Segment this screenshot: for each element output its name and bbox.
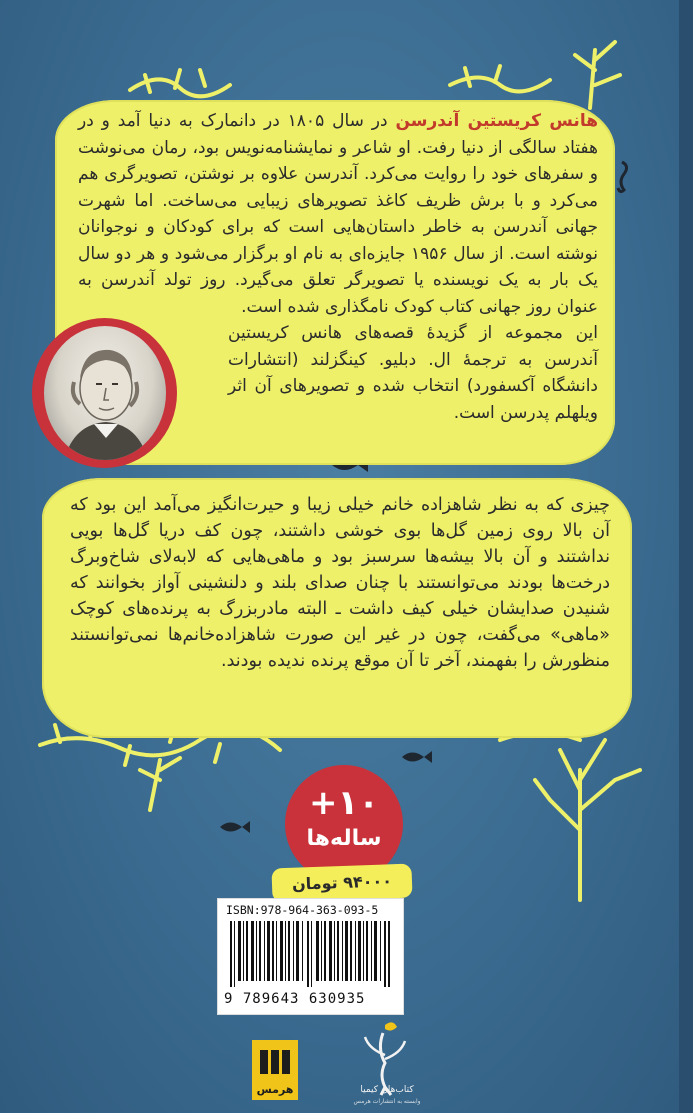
excerpt-text: چیزی که به نظر شاهزاده خانم خیلی زیبا و حیرت‌انگیز می‌آمد این بود که آن بالا روی زمین گل‌ها بوی خوشی داشتند، چون کف دریا گل‌ها بویی نداشتند و آن بالا بیشه‌ها سرسبز بود و ماهی‌هایی که لابه‌لای شاخ‌وبرگ درخت‌ها بودند می‌توانستند با چنان صدای بلند و دلنشینی آواز بخوانند که شنیدن صدایشان خیلی کیف داشت ـ البته مادربزرگ به پرنده‌های کوچک «ماهی» می‌گفت، چون در غیر این صورت شاهزاده‌خانم‌ها نمی‌توانستند منظورش را بفهمند، آخر تا آن موقع پرنده ندیده بودند. [70,495,610,671]
price-tag: ۹۴۰۰۰ تومان [271,864,412,903]
coral-decoration-top [120,30,640,110]
kimia-logo-text [347,1085,427,1107]
fish-icon [218,818,252,836]
barcode-bars [230,921,390,987]
author-name: هانس کریستین آندرسن [395,111,598,131]
bio-paragraph-2: این مجموعه از گزیدهٔ قصه‌های هانس کریستین آندرسن به ترجمهٔ ال. دبلیو. کینگزلند (انتشارات دانشگاه آکسفورد) انتخاب شده و تصویرهای آن اثر ویلهلم پدرسن است. [228,323,598,423]
barcode-number: 9 789643 630935 [224,991,366,1007]
kimia-imprint-name: کتاب‌های کیمیا [360,1085,414,1095]
hermes-logo-text: هرمس [256,1083,294,1096]
age-badge-label: ساله‌ها [306,826,382,851]
author-portrait [44,326,166,460]
bio-paragraph-1: در سال ۱۸۰۵ در دانمارک به دنیا آمد و در هفتاد سالگی از دنیا رفت. او شاعر و نمایشنامه‌نویس بود، رمان می‌نوشت و سفرهای خود را روایت می‌کرد. آندرسن علاوه بر نوشتن، تصویرگری هم می‌کرد و با برش ظریف کاغذ تصویرهای زیبایی می‌ساخت. اما شهرت جهانی آندرسن به خاطر داستان‌هایی است که برای کودکان و نوجوانان نوشته است. از سال ۱۹۵۶ جایزه‌ای به نام او برگزار می‌شود و هر دو سال یک بار به یک نویسنده یا تصویرگر تعلق می‌گیرد. روز تولد آندرسن به عنوان روز جهانی کتاب کودک نامگذاری شده است. [78,111,598,317]
kimia-imprint-sub: وابسته به انتشارات هرمس [353,1098,421,1105]
isbn-text: ISBN:978-964-363-093-5 [226,903,379,917]
fish-icon [400,748,434,766]
hermes-logo-icon [258,1048,292,1076]
hermes-logo [252,1040,298,1100]
age-badge-number: +۱۰ [309,783,379,823]
book-spine-edge [679,0,693,1113]
coral-decoration-right [480,710,680,910]
barcode [217,898,404,1015]
